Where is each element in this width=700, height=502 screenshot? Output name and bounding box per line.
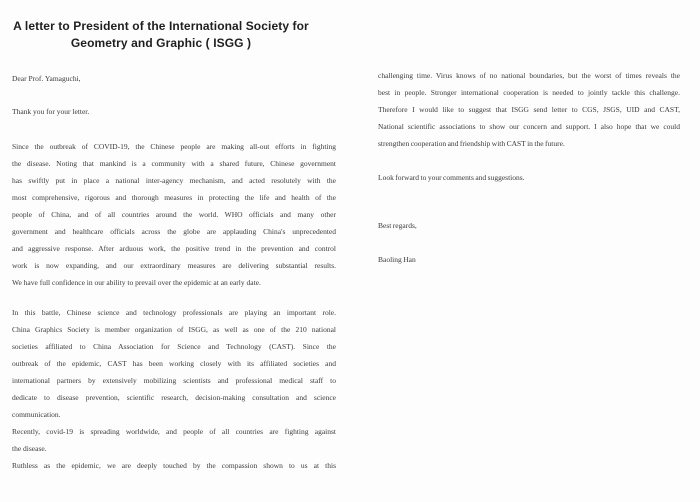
letter-page-1 [12, 70, 336, 474]
text-line: Therefore I would like to suggest that ISGG send letter to CGS, JSGS, UID and CAST, [378, 105, 680, 114]
text-line: the disease. Noting that mankind is a community with a shared future, Chinese government [12, 159, 336, 168]
text-line: people of China, and of all countries around the world. WHO officials and many other [12, 210, 336, 219]
text-line: communication. [12, 410, 61, 419]
text-line: international partners by extensively mobilizing scientists and professional medical staff to [12, 376, 336, 385]
paragraph-compassion [12, 457, 336, 474]
paragraph-suggestion [378, 67, 680, 152]
text-line: China Graphics Society is member organization of ISGG, as well as one of the 210 national [12, 325, 336, 334]
text-line: We have full confidence in our ability to prevail over the epidemic at an early date. [12, 278, 261, 287]
title-line-2: Geometry and Graphic ( ISGG ) [70, 36, 252, 50]
signature: Baoling Han [378, 255, 416, 264]
paragraph-cast-role [12, 304, 336, 423]
text-line: challenging time. Virus knows of no national boundaries, but the worst of times reveals the [378, 71, 680, 80]
text-line: Since the outbreak of COVID-19, the Chinese people are making all-out efforts in fighting [12, 142, 336, 151]
paragraph-worldwide-spread [12, 423, 336, 457]
text-line: government and healthcare officials across the globe are applauding China's unprecedented [12, 227, 336, 236]
text-line: dedicate to disease prevention, scientific research, decision-making consultation and science [12, 393, 336, 402]
text-line: societies affiliated to China Association for Science and Technology (CAST). Since the [12, 342, 336, 351]
text-line: In this battle, Chinese science and technology professionals are playing an important role. [12, 308, 336, 317]
text-line: National scientific associations to show our concern and support. I also hope that we could [378, 122, 680, 131]
paragraph-covid-response [12, 138, 336, 291]
text-line: outbreak of the epidemic, CAST has been working closely with its affiliated societies and [12, 359, 336, 368]
letter-page-2 [378, 67, 680, 268]
salutation: Dear Prof. Yamaguchi, [12, 74, 81, 83]
text-line: has swiftly put in place a national inter-agency mechanism, and acted resolutely with the [12, 176, 336, 185]
text-line: and aggressive response. After arduous work, the positive trend in the prevention and control [12, 244, 336, 253]
signoff: Best regards, [378, 221, 417, 230]
title-line-1: A letter to President of the International Society for [13, 19, 309, 33]
text-line: the disease. [12, 444, 47, 453]
text-line: Ruthless as the epidemic, we are deeply touched by the compassion shown to us at this [12, 461, 336, 470]
text-line: work is now expanding, and our extraordinary measures are delivering substantial results. [12, 261, 336, 270]
text-line: Recently, covid-19 is spreading worldwide, and people of all countries are fighting against [12, 427, 336, 436]
closing-line: Look forward to your comments and suggestions. [378, 173, 525, 182]
text-line: best in people. Stronger international cooperation is needed to jointly tackle this challenge. [378, 88, 680, 97]
text-line: most comprehensive, rigorous and thorough measures in protecting the life and health of the [12, 193, 336, 202]
opening-line: Thank you for your letter. [12, 107, 90, 116]
letter-title [0, 18, 322, 52]
text-line: strengthen cooperation and friendship with CAST in the future. [378, 139, 565, 148]
